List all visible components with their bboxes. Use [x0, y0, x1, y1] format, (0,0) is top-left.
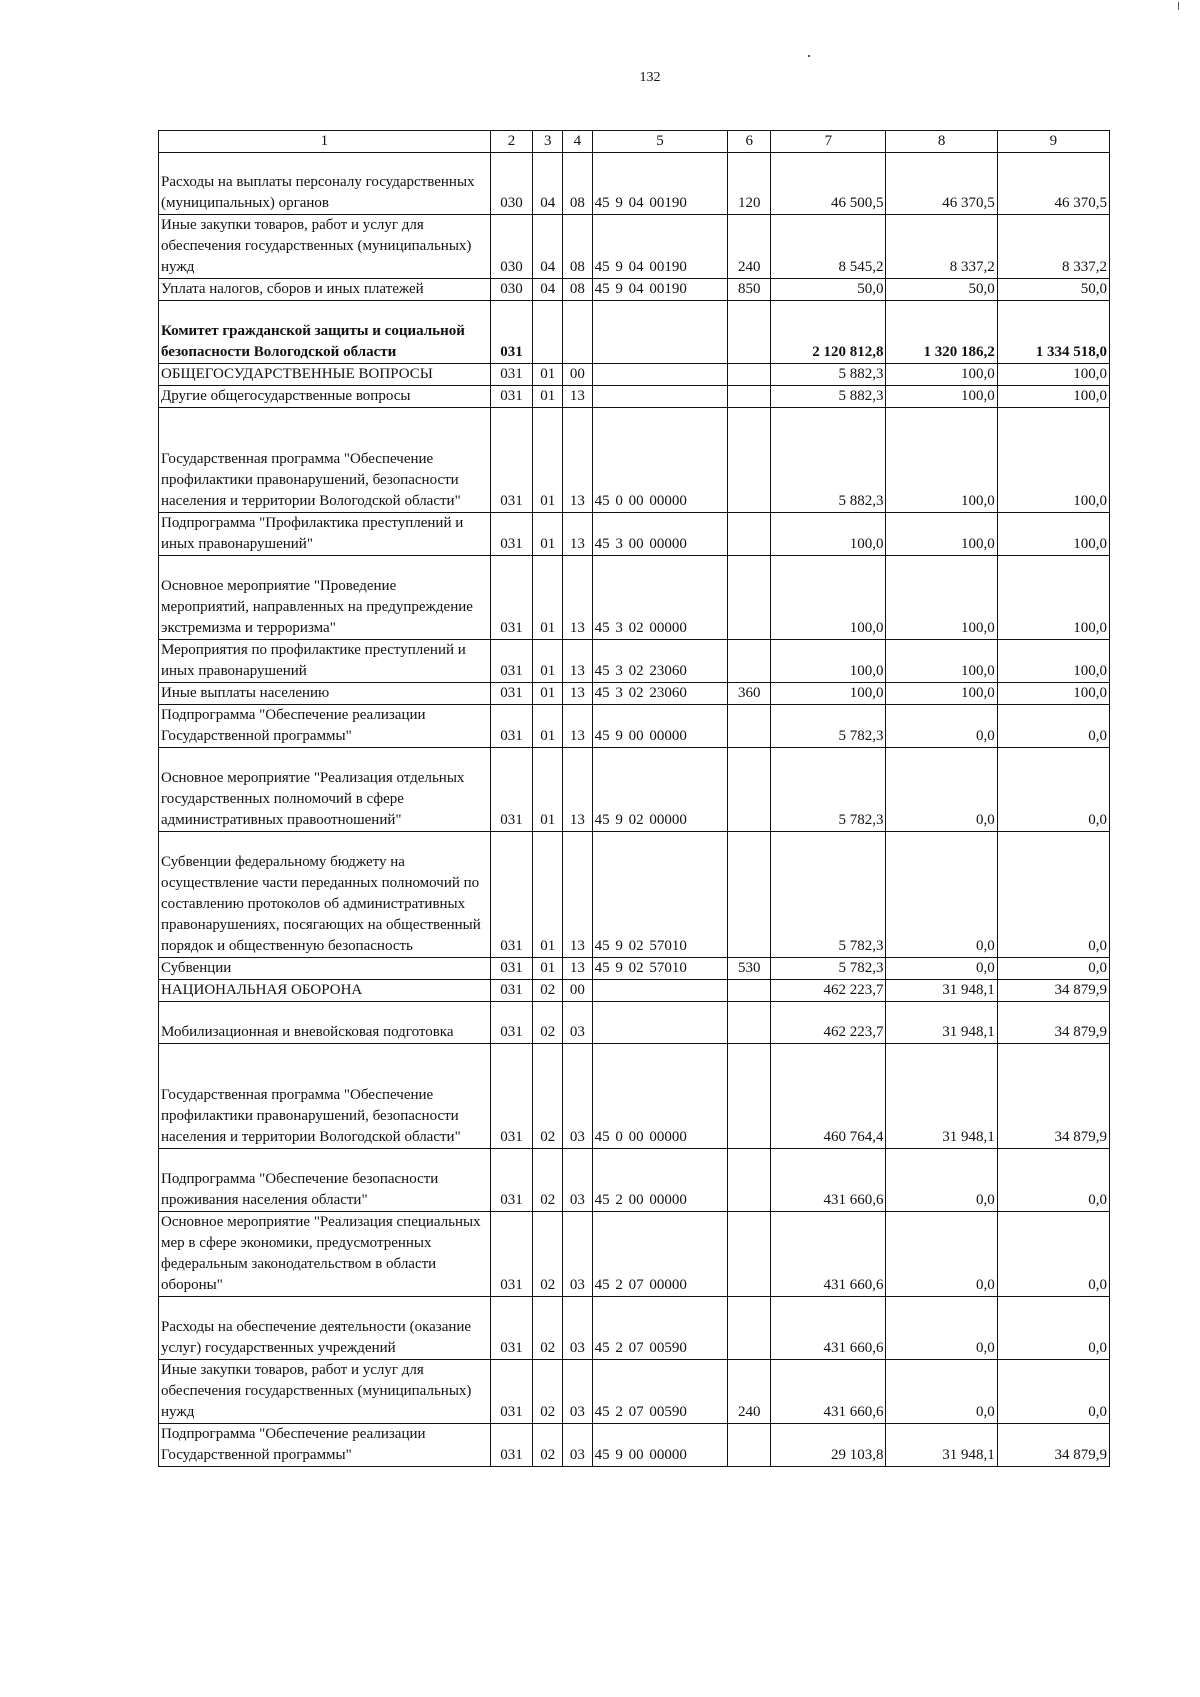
table-row	[159, 1002, 1110, 1044]
row-subsection-code: 08	[563, 279, 593, 301]
header-cell: 6	[728, 131, 771, 153]
row-amount-year2: 0,0	[886, 1149, 997, 1212]
row-ministry-code: 031	[490, 1149, 533, 1212]
row-expense-type	[728, 705, 771, 748]
row-ministry-code: 031	[490, 556, 533, 640]
row-name: Иные закупки товаров, работ и услуг для обеспечения государственных (муниципальных) нужд	[159, 1360, 491, 1424]
row-ministry-code: 031	[490, 408, 533, 513]
row-ministry-code: 031	[490, 1002, 533, 1044]
row-amount-year1: 431 660,6	[771, 1149, 886, 1212]
row-expense-type	[728, 832, 771, 958]
row-amount-year2: 100,0	[886, 640, 997, 683]
row-section-code: 01	[533, 364, 563, 386]
table-row	[159, 513, 1110, 556]
table-row	[159, 958, 1110, 980]
row-target-code	[592, 386, 728, 408]
row-expense-type	[728, 640, 771, 683]
row-section-code: 02	[533, 1424, 563, 1467]
row-amount-year1: 29 103,8	[771, 1424, 886, 1467]
row-section-code: 02	[533, 1297, 563, 1360]
table-row	[159, 705, 1110, 748]
row-ministry-code: 031	[490, 1044, 533, 1149]
row-expense-type	[728, 301, 771, 364]
row-name: Подпрограмма "Обеспечение реализации Государственной программы"	[159, 1424, 491, 1467]
row-amount-year1: 5 882,3	[771, 364, 886, 386]
table-row	[159, 408, 1110, 513]
row-section-code: 01	[533, 683, 563, 705]
row-subsection-code: 13	[563, 832, 593, 958]
row-section-code: 02	[533, 980, 563, 1002]
row-expense-type: 530	[728, 958, 771, 980]
row-ministry-code: 031	[490, 832, 533, 958]
row-target-code: 45 2 07 00590	[592, 1297, 728, 1360]
row-name: Уплата налогов, сборов и иных платежей	[159, 279, 491, 301]
row-target-code: 45 2 07 00000	[592, 1212, 728, 1297]
table-row	[159, 215, 1110, 279]
row-amount-year2: 100,0	[886, 386, 997, 408]
row-target-code: 45 3 02 23060	[592, 683, 728, 705]
row-amount-year3: 100,0	[997, 683, 1109, 705]
row-subsection-code: 00	[563, 980, 593, 1002]
row-section-code: 01	[533, 705, 563, 748]
row-section-code: 01	[533, 556, 563, 640]
row-expense-type: 120	[728, 153, 771, 215]
row-subsection-code: 13	[563, 683, 593, 705]
row-amount-year2: 100,0	[886, 683, 997, 705]
scan-speck	[808, 55, 810, 57]
row-ministry-code: 031	[490, 748, 533, 832]
table-row	[159, 1212, 1110, 1297]
table-row	[159, 153, 1110, 215]
row-ministry-code: 031	[490, 1297, 533, 1360]
row-amount-year1: 2 120 812,8	[771, 301, 886, 364]
row-expense-type	[728, 1212, 771, 1297]
row-expense-type	[728, 1044, 771, 1149]
row-target-code	[592, 980, 728, 1002]
row-expense-type: 240	[728, 1360, 771, 1424]
table-row	[159, 1360, 1110, 1424]
row-amount-year1: 460 764,4	[771, 1044, 886, 1149]
row-amount-year3: 100,0	[997, 386, 1109, 408]
row-amount-year3: 0,0	[997, 958, 1109, 980]
row-amount-year1: 100,0	[771, 556, 886, 640]
row-subsection-code: 13	[563, 958, 593, 980]
row-amount-year2: 31 948,1	[886, 1044, 997, 1149]
row-target-code: 45 3 02 00000	[592, 556, 728, 640]
row-amount-year2: 8 337,2	[886, 215, 997, 279]
row-expense-type	[728, 556, 771, 640]
row-amount-year2: 31 948,1	[886, 1002, 997, 1044]
row-target-code: 45 2 00 00000	[592, 1149, 728, 1212]
row-ministry-code: 031	[490, 301, 533, 364]
header-cell: 3	[533, 131, 563, 153]
row-amount-year2: 100,0	[886, 364, 997, 386]
row-section-code: 01	[533, 408, 563, 513]
row-amount-year2: 0,0	[886, 1212, 997, 1297]
row-section-code: 01	[533, 640, 563, 683]
row-section-code	[533, 301, 563, 364]
row-expense-type	[728, 513, 771, 556]
header-cell: 4	[563, 131, 593, 153]
row-amount-year3: 0,0	[997, 1360, 1109, 1424]
row-amount-year1: 100,0	[771, 513, 886, 556]
row-target-code: 45 9 04 00190	[592, 153, 728, 215]
row-section-code: 02	[533, 1044, 563, 1149]
row-ministry-code: 030	[490, 153, 533, 215]
row-amount-year3: 0,0	[997, 1149, 1109, 1212]
budget-table	[158, 130, 1110, 1467]
row-amount-year2: 0,0	[886, 1297, 997, 1360]
row-name: Комитет гражданской защиты и социальной безопасности Вологодской области	[159, 301, 491, 364]
row-amount-year2: 0,0	[886, 748, 997, 832]
row-expense-type: 850	[728, 279, 771, 301]
scan-speck	[1178, 2, 1179, 10]
row-amount-year3: 100,0	[997, 364, 1109, 386]
row-subsection-code: 03	[563, 1297, 593, 1360]
row-section-code: 02	[533, 1002, 563, 1044]
row-name: Расходы на выплаты персоналу государственных (муниципальных) органов	[159, 153, 491, 215]
row-amount-year1: 5 882,3	[771, 386, 886, 408]
row-ministry-code: 031	[490, 513, 533, 556]
header-cell: 5	[592, 131, 728, 153]
row-amount-year3: 100,0	[997, 640, 1109, 683]
row-amount-year3: 0,0	[997, 1297, 1109, 1360]
row-target-code: 45 9 00 00000	[592, 705, 728, 748]
row-amount-year3: 0,0	[997, 832, 1109, 958]
row-target-code: 45 2 07 00590	[592, 1360, 728, 1424]
row-expense-type: 240	[728, 215, 771, 279]
row-amount-year3: 1 334 518,0	[997, 301, 1109, 364]
row-ministry-code: 031	[490, 683, 533, 705]
row-amount-year2: 0,0	[886, 958, 997, 980]
row-amount-year1: 431 660,6	[771, 1360, 886, 1424]
row-target-code: 45 9 02 00000	[592, 748, 728, 832]
row-section-code: 01	[533, 832, 563, 958]
row-amount-year3: 34 879,9	[997, 1002, 1109, 1044]
table-row	[159, 279, 1110, 301]
row-amount-year3: 8 337,2	[997, 215, 1109, 279]
row-expense-type	[728, 980, 771, 1002]
row-name: Мероприятия по профилактике преступлений и иных правонарушений	[159, 640, 491, 683]
table-row	[159, 832, 1110, 958]
row-target-code: 45 3 02 23060	[592, 640, 728, 683]
row-name: НАЦИОНАЛЬНАЯ ОБОРОНА	[159, 980, 491, 1002]
row-amount-year1: 100,0	[771, 683, 886, 705]
row-name: Иные выплаты населению	[159, 683, 491, 705]
table-row	[159, 386, 1110, 408]
row-subsection-code: 13	[563, 705, 593, 748]
row-name: Другие общегосударственные вопросы	[159, 386, 491, 408]
row-target-code: 45 0 00 00000	[592, 408, 728, 513]
row-amount-year3: 0,0	[997, 1212, 1109, 1297]
row-amount-year1: 5 782,3	[771, 705, 886, 748]
row-section-code: 01	[533, 748, 563, 832]
row-expense-type	[728, 1002, 771, 1044]
header-cell: 8	[886, 131, 997, 153]
header-cell: 9	[997, 131, 1109, 153]
row-name: ОБЩЕГОСУДАРСТВЕННЫЕ ВОПРОСЫ	[159, 364, 491, 386]
row-ministry-code: 031	[490, 958, 533, 980]
row-section-code: 01	[533, 386, 563, 408]
row-section-code: 04	[533, 153, 563, 215]
page-number: 132	[639, 70, 661, 85]
row-expense-type	[728, 386, 771, 408]
row-subsection-code: 03	[563, 1044, 593, 1149]
row-subsection-code: 00	[563, 364, 593, 386]
row-target-code	[592, 364, 728, 386]
row-amount-year3: 50,0	[997, 279, 1109, 301]
row-subsection-code: 13	[563, 640, 593, 683]
row-expense-type: 360	[728, 683, 771, 705]
row-subsection-code: 13	[563, 513, 593, 556]
row-amount-year1: 5 782,3	[771, 832, 886, 958]
row-subsection-code: 03	[563, 1360, 593, 1424]
row-target-code: 45 9 04 00190	[592, 279, 728, 301]
row-subsection-code	[563, 301, 593, 364]
row-ministry-code: 031	[490, 640, 533, 683]
row-subsection-code: 03	[563, 1212, 593, 1297]
row-expense-type	[728, 748, 771, 832]
row-amount-year1: 5 882,3	[771, 408, 886, 513]
row-name: Мобилизационная и вневойсковая подготовка	[159, 1002, 491, 1044]
row-subsection-code: 13	[563, 748, 593, 832]
row-amount-year2: 100,0	[886, 408, 997, 513]
row-amount-year3: 100,0	[997, 408, 1109, 513]
row-name: Субвенции федеральному бюджету на осуществление части переданных полномочий по составлению протоколов об административных правонарушениях, посягающих на общественный порядок и общественную безопасность	[159, 832, 491, 958]
row-amount-year1: 431 660,6	[771, 1212, 886, 1297]
table-row	[159, 683, 1110, 705]
row-amount-year3: 0,0	[997, 705, 1109, 748]
header-cell: 1	[159, 131, 491, 153]
table-row	[159, 1297, 1110, 1360]
row-subsection-code: 03	[563, 1424, 593, 1467]
row-name: Иные закупки товаров, работ и услуг для обеспечения государственных (муниципальных) нужд	[159, 215, 491, 279]
row-amount-year1: 462 223,7	[771, 1002, 886, 1044]
row-name: Субвенции	[159, 958, 491, 980]
row-ministry-code: 031	[490, 705, 533, 748]
row-amount-year3: 34 879,9	[997, 1424, 1109, 1467]
row-amount-year1: 100,0	[771, 640, 886, 683]
row-expense-type	[728, 1297, 771, 1360]
row-target-code: 45 9 02 57010	[592, 832, 728, 958]
row-ministry-code: 030	[490, 215, 533, 279]
row-amount-year2: 50,0	[886, 279, 997, 301]
row-subsection-code: 03	[563, 1149, 593, 1212]
row-name: Подпрограмма "Профилактика преступлений и иных правонарушений"	[159, 513, 491, 556]
row-target-code: 45 3 00 00000	[592, 513, 728, 556]
header-cell: 2	[490, 131, 533, 153]
row-ministry-code: 031	[490, 1212, 533, 1297]
table-row	[159, 556, 1110, 640]
header-cell: 7	[771, 131, 886, 153]
row-amount-year2: 0,0	[886, 832, 997, 958]
row-section-code: 01	[533, 958, 563, 980]
row-subsection-code: 08	[563, 153, 593, 215]
row-amount-year1: 8 545,2	[771, 215, 886, 279]
row-expense-type	[728, 408, 771, 513]
row-amount-year1: 462 223,7	[771, 980, 886, 1002]
row-section-code: 02	[533, 1212, 563, 1297]
row-amount-year3: 100,0	[997, 513, 1109, 556]
row-ministry-code: 031	[490, 386, 533, 408]
row-ministry-code: 031	[490, 364, 533, 386]
table-row	[159, 980, 1110, 1002]
row-expense-type	[728, 1149, 771, 1212]
row-amount-year2: 1 320 186,2	[886, 301, 997, 364]
row-name: Основное мероприятие "Реализация специальных мер в сфере экономики, предусмотренных федеральным законодательством в области обороны"	[159, 1212, 491, 1297]
row-section-code: 04	[533, 215, 563, 279]
row-target-code: 45 0 00 00000	[592, 1044, 728, 1149]
table-row	[159, 748, 1110, 832]
row-amount-year3: 34 879,9	[997, 980, 1109, 1002]
row-ministry-code: 031	[490, 980, 533, 1002]
row-name: Государственная программа "Обеспечение профилактики правонарушений, безопасности населения и территории Вологодской области"	[159, 408, 491, 513]
row-ministry-code: 031	[490, 1360, 533, 1424]
row-amount-year1: 5 782,3	[771, 748, 886, 832]
row-amount-year1: 50,0	[771, 279, 886, 301]
row-section-code: 02	[533, 1360, 563, 1424]
row-section-code: 02	[533, 1149, 563, 1212]
row-amount-year3: 46 370,5	[997, 153, 1109, 215]
row-amount-year2: 0,0	[886, 1360, 997, 1424]
row-amount-year3: 0,0	[997, 748, 1109, 832]
row-target-code: 45 9 04 00190	[592, 215, 728, 279]
row-name: Государственная программа "Обеспечение профилактики правонарушений, безопасности населения и территории Вологодской области"	[159, 1044, 491, 1149]
row-expense-type	[728, 1424, 771, 1467]
row-amount-year2: 100,0	[886, 556, 997, 640]
row-amount-year1: 431 660,6	[771, 1297, 886, 1360]
row-amount-year2: 31 948,1	[886, 1424, 997, 1467]
table-row	[159, 1149, 1110, 1212]
row-subsection-code: 08	[563, 215, 593, 279]
row-amount-year1: 5 782,3	[771, 958, 886, 980]
row-target-code	[592, 1002, 728, 1044]
row-target-code	[592, 301, 728, 364]
row-subsection-code: 13	[563, 408, 593, 513]
row-subsection-code: 13	[563, 386, 593, 408]
table-row	[159, 1424, 1110, 1467]
row-name: Подпрограмма "Обеспечение безопасности проживания населения области"	[159, 1149, 491, 1212]
row-ministry-code: 031	[490, 1424, 533, 1467]
table-row	[159, 364, 1110, 386]
row-amount-year3: 34 879,9	[997, 1044, 1109, 1149]
row-section-code: 04	[533, 279, 563, 301]
row-section-code: 01	[533, 513, 563, 556]
row-name: Расходы на обеспечение деятельности (оказание услуг) государственных учреждений	[159, 1297, 491, 1360]
row-amount-year2: 0,0	[886, 705, 997, 748]
header-row	[159, 131, 1110, 153]
row-amount-year1: 46 500,5	[771, 153, 886, 215]
row-expense-type	[728, 364, 771, 386]
row-amount-year2: 100,0	[886, 513, 997, 556]
row-name: Основное мероприятие "Проведение мероприятий, направленных на предупреждение экстремизма и терроризма"	[159, 556, 491, 640]
row-amount-year2: 31 948,1	[886, 980, 997, 1002]
table-row	[159, 301, 1110, 364]
row-subsection-code: 03	[563, 1002, 593, 1044]
row-amount-year2: 46 370,5	[886, 153, 997, 215]
row-ministry-code: 030	[490, 279, 533, 301]
row-target-code: 45 9 00 00000	[592, 1424, 728, 1467]
table-row	[159, 1044, 1110, 1149]
row-subsection-code: 13	[563, 556, 593, 640]
row-amount-year3: 100,0	[997, 556, 1109, 640]
row-name: Основное мероприятие "Реализация отдельных государственных полномочий в сфере административных правоотношений"	[159, 748, 491, 832]
row-name: Подпрограмма "Обеспечение реализации Государственной программы"	[159, 705, 491, 748]
row-target-code: 45 9 02 57010	[592, 958, 728, 980]
table-row	[159, 640, 1110, 683]
